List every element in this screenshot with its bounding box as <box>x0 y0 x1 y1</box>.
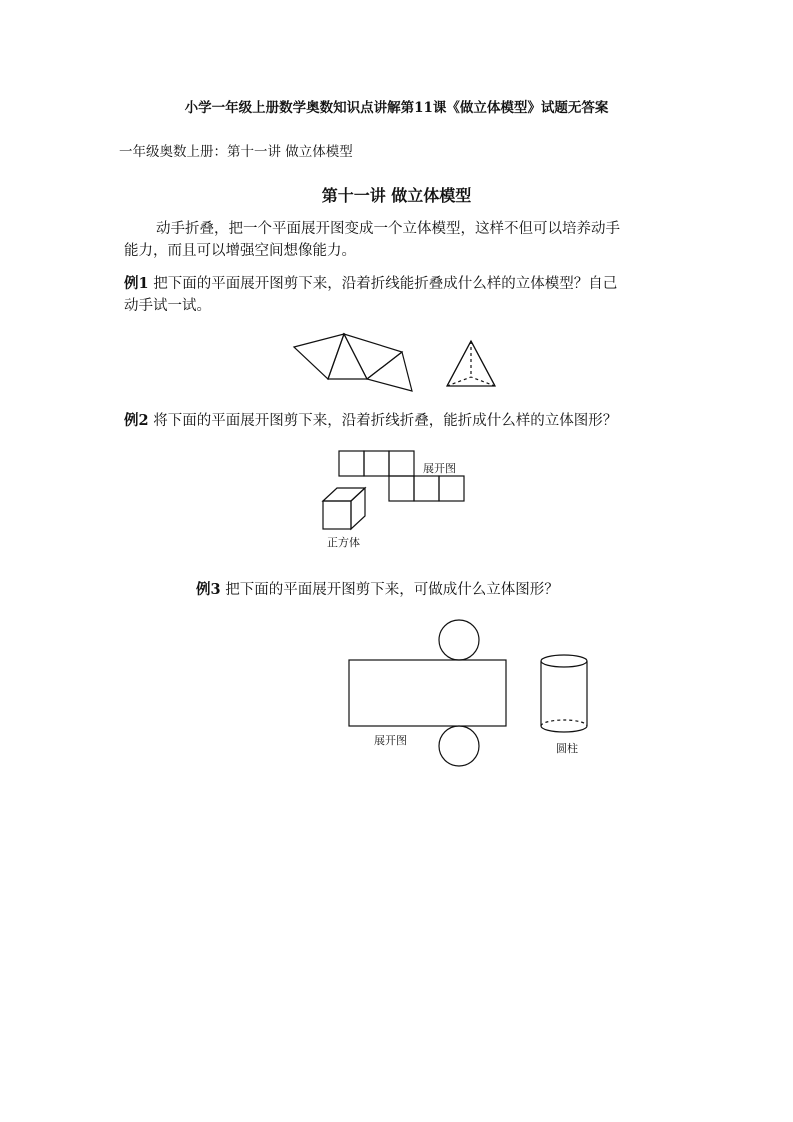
cube-side-face <box>351 488 365 529</box>
tetrahedron-solid-figure <box>444 338 498 390</box>
net-square <box>389 476 414 501</box>
net-square <box>339 451 364 476</box>
intro-line-2: 能力，而且可以增强空间想像能力。 <box>124 243 356 259</box>
tetrahedron-net-figure <box>290 330 420 392</box>
net-square <box>364 451 389 476</box>
net-bottom-circle <box>439 726 479 766</box>
example-2-line <box>124 410 617 432</box>
net-lateral-rectangle <box>349 660 506 726</box>
net-square <box>389 451 414 476</box>
cylinder-bottom-hidden-arc <box>541 720 587 726</box>
net-top-circle <box>439 620 479 660</box>
example-2-text: 将下面的平面展开图剪下来，沿着折线折叠，能折成什么样的立体图形？ <box>153 413 618 429</box>
example-3-text: 把下面的平面展开图剪下来，可做成什么立体图形？ <box>225 582 559 598</box>
net-triangle-bottom <box>367 352 412 391</box>
example-3-label: 例3 <box>196 581 221 598</box>
example-1-line-2: 动手试一试。 <box>124 298 211 314</box>
document-subtitle: 一年级奥数上册：第十一讲 做立体模型 <box>119 144 353 160</box>
tetrahedron-front-edge-left <box>447 341 471 386</box>
cube-solid-label: 正方体 <box>327 536 360 549</box>
net-square <box>414 476 439 501</box>
cylinder-net-label: 展开图 <box>374 734 407 747</box>
lesson-title: 第十一讲 做立体模型 <box>321 186 472 205</box>
cube-front-face <box>323 501 351 529</box>
net-triangle-right <box>344 334 402 379</box>
net-square <box>439 476 464 501</box>
example-1-label: 例1 <box>124 275 149 292</box>
example-3-line <box>196 579 559 601</box>
example-2-label: 例2 <box>124 412 149 429</box>
cylinder-bottom-front-arc <box>541 726 587 732</box>
cylinder-solid-figure <box>537 652 591 738</box>
cube-solid-figure <box>321 485 367 533</box>
cube-net-label: 展开图 <box>423 462 456 475</box>
example-1-text: 把下面的平面展开图剪下来，沿着折线能折叠成什么样的立体模型？自己 <box>153 276 618 292</box>
tetrahedron-front-edge-right <box>471 341 495 386</box>
intro-line-1: 动手折叠，把一个平面展开图变成一个立体模型，这样不但可以培养动手 <box>156 221 620 237</box>
example-1-line-1 <box>124 273 617 295</box>
cylinder-net-figure <box>345 618 511 770</box>
cylinder-solid-label: 圆柱 <box>556 742 578 755</box>
cylinder-top-ellipse <box>541 655 587 667</box>
document-title: 小学一年级上册数学奥数知识点讲解第11课《做立体模型》试题无答案 <box>184 100 609 116</box>
